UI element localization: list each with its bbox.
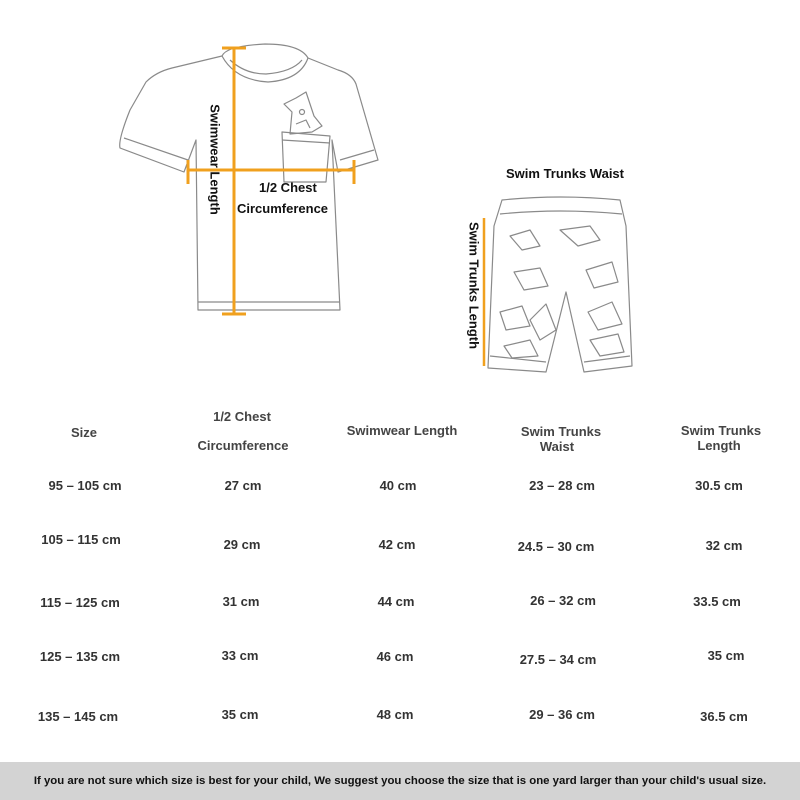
size-advice-banner <box>0 762 800 800</box>
row4-length: 46 cm <box>376 649 414 664</box>
row4-size: 125 – 135 cm <box>39 649 121 664</box>
header-chest-line2: Circumference <box>197 438 289 453</box>
row3-chest: 31 cm <box>222 594 260 609</box>
row5-waist: 29 – 36 cm <box>529 707 595 722</box>
row2-waist: 24.5 – 30 cm <box>517 539 595 554</box>
header-waist-line1: Swim Trunks <box>520 424 602 439</box>
row3-length: 44 cm <box>377 594 415 609</box>
trunks-waist-label: Swim Trunks Waist <box>506 166 624 181</box>
row5-trunks-length: 36.5 cm <box>700 709 748 724</box>
shirt-chest-label-line1: 1/2 Chest <box>259 180 317 195</box>
shirt-chest-label-line2: Circumference <box>237 201 329 216</box>
row2-size: 105 – 115 cm <box>41 532 121 547</box>
row5-size: 135 – 145 cm <box>37 709 119 724</box>
size-advice-text: If you are not sure which size is best for your child, We suggest you choose the size that is one yard larger than your child's usual size. <box>33 775 767 787</box>
row3-waist: 26 – 32 cm <box>530 593 596 608</box>
row1-size: 95 – 105 cm <box>48 478 122 493</box>
trunks-length-label: Swim Trunks Length <box>466 221 482 350</box>
row4-chest: 33 cm <box>221 648 259 663</box>
row1-waist: 23 – 28 cm <box>529 478 595 493</box>
header-length: Swimwear Length <box>346 423 458 438</box>
row3-trunks-length: 33.5 cm <box>693 594 741 609</box>
row2-chest: 29 cm <box>223 537 261 552</box>
header-trunks-length-line2: Length <box>697 438 741 453</box>
row1-trunks-length: 30.5 cm <box>695 478 743 493</box>
row2-length: 42 cm <box>378 537 416 552</box>
header-trunks-length-line1: Swim Trunks <box>680 423 762 438</box>
shirt-length-label: Swimwear Length <box>207 104 223 215</box>
header-waist-line2: Waist <box>539 439 575 454</box>
row1-length: 40 cm <box>379 478 417 493</box>
row1-chest: 27 cm <box>224 478 262 493</box>
row5-length: 48 cm <box>376 707 414 722</box>
header-chest-line1: 1/2 Chest <box>213 409 271 424</box>
row5-chest: 35 cm <box>221 707 259 722</box>
row4-waist: 27.5 – 34 cm <box>519 652 597 667</box>
row4-trunks-length: 35 cm <box>707 648 745 663</box>
row3-size: 115 – 125 cm <box>40 595 120 610</box>
header-size: Size <box>70 425 98 440</box>
row2-trunks-length: 32 cm <box>705 538 743 553</box>
